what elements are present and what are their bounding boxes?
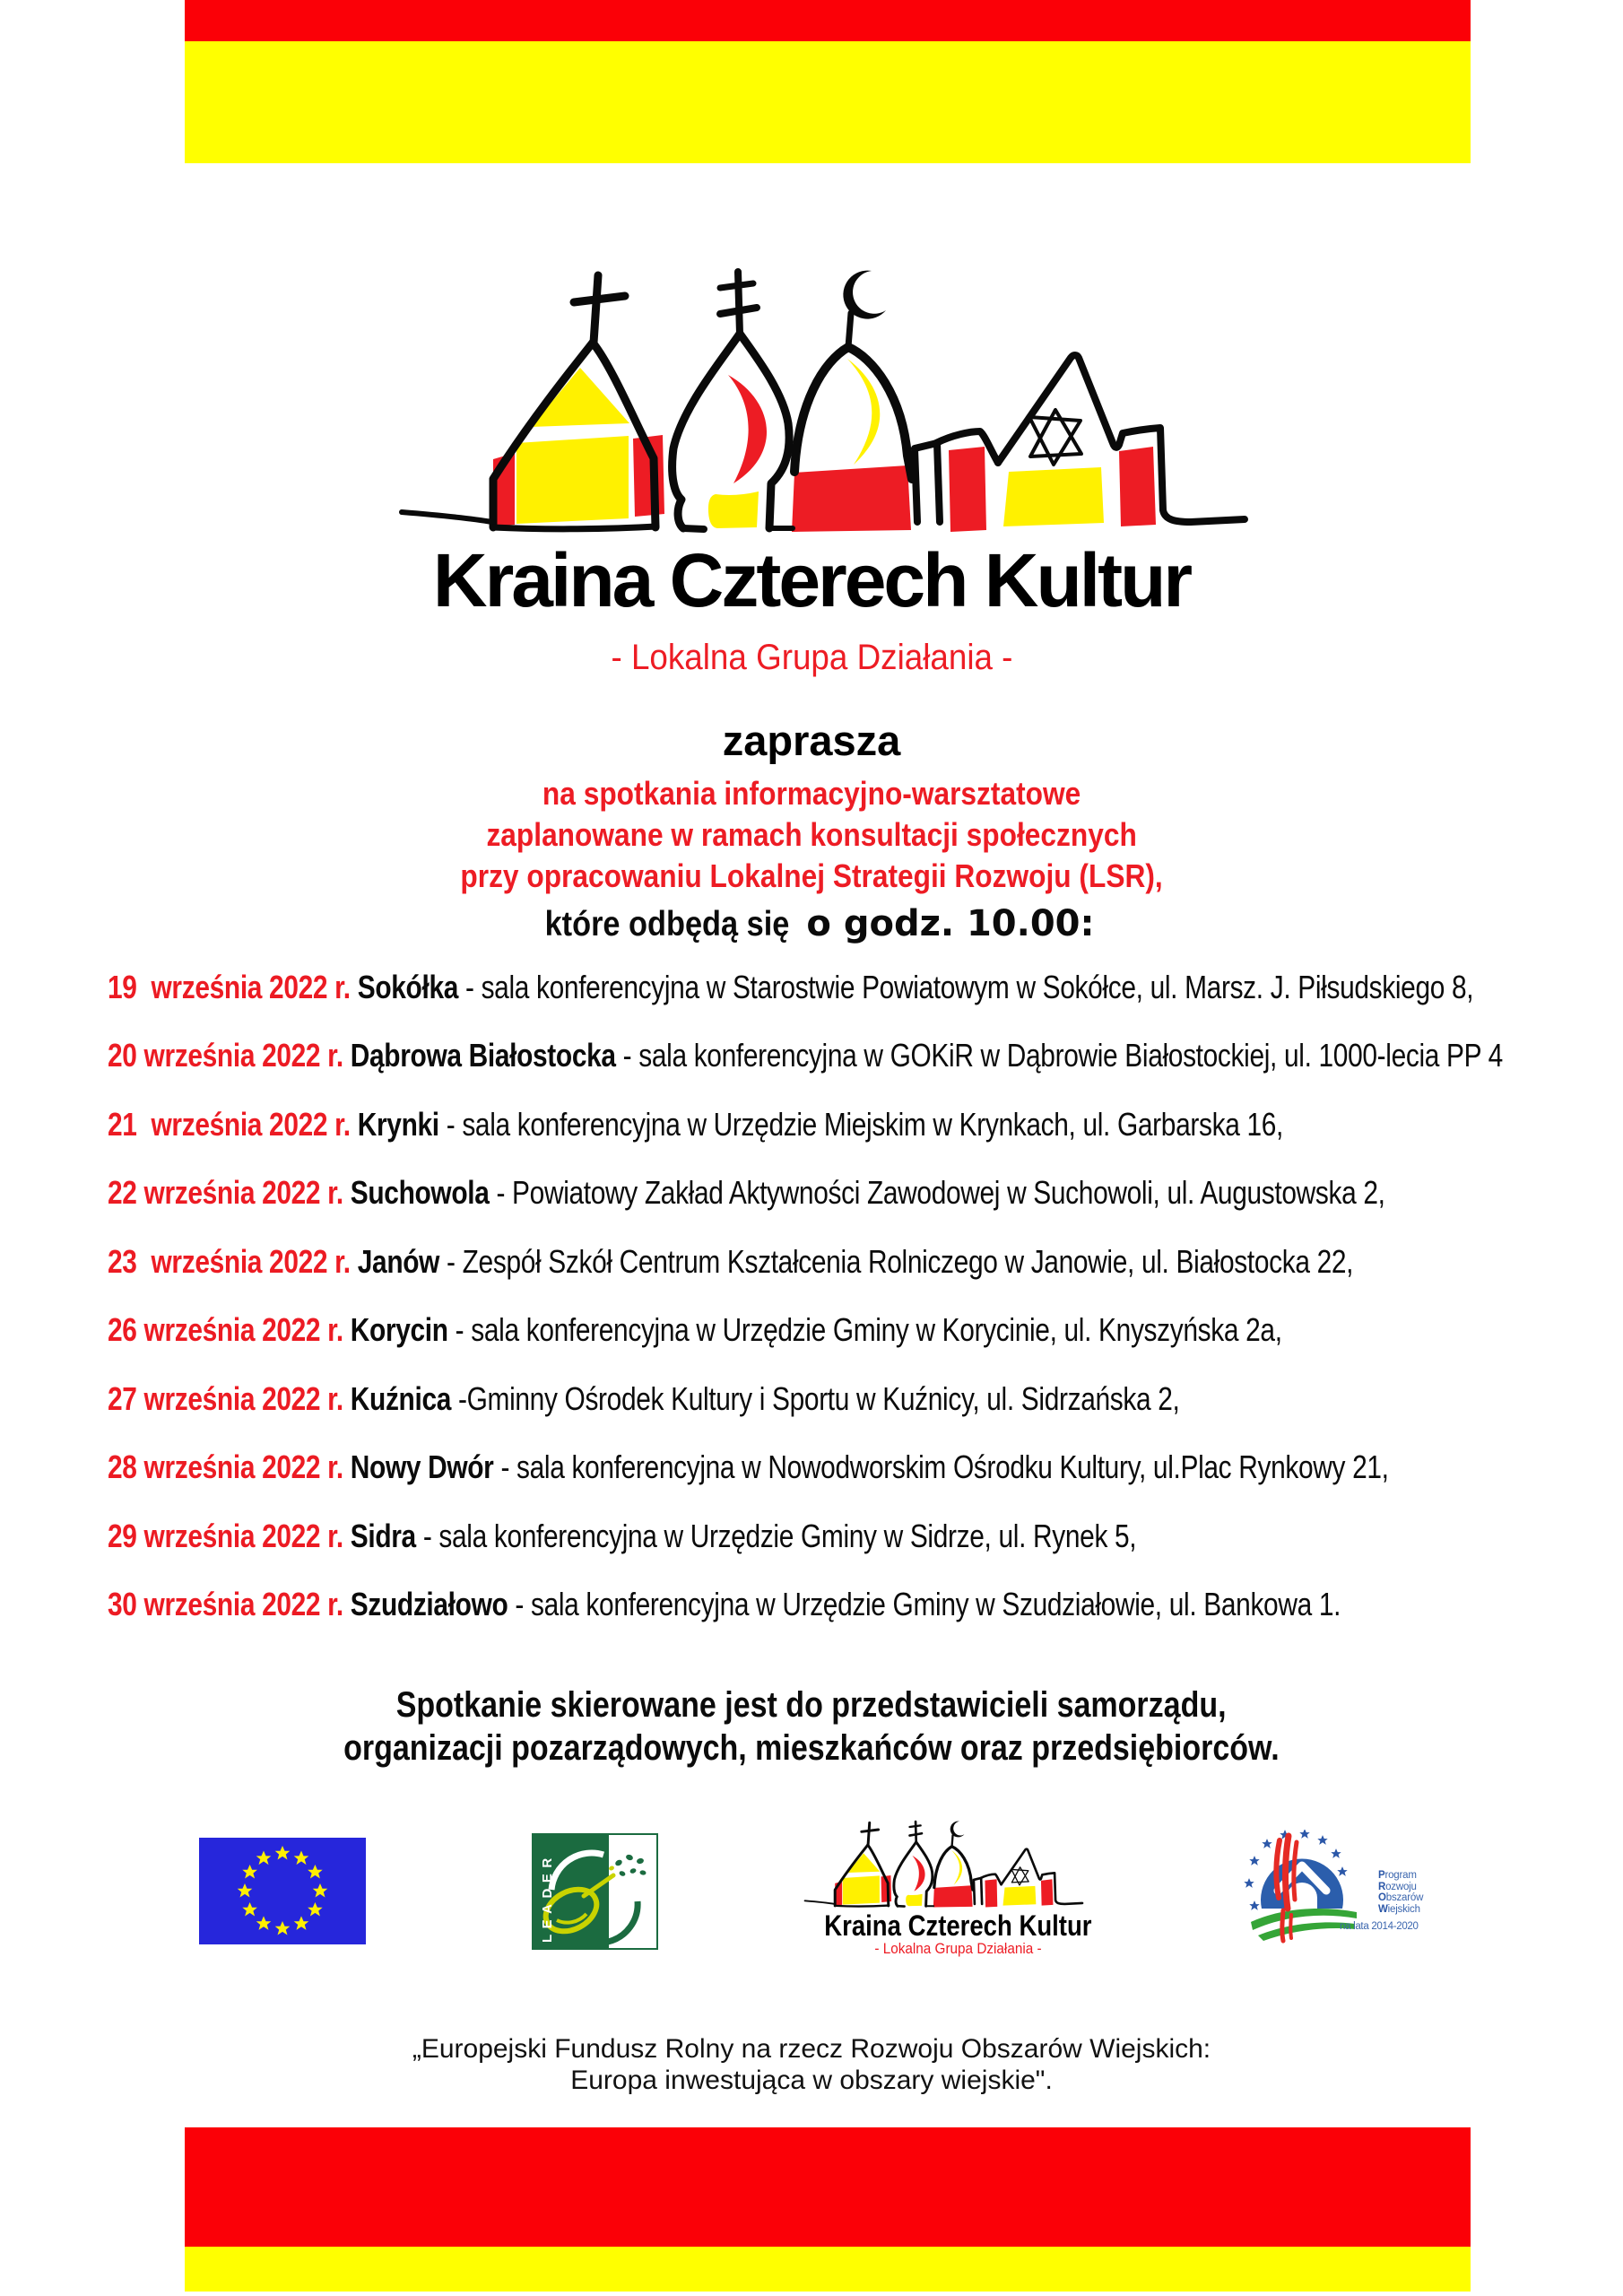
page-title: Kraina Czterech Kultur [432, 538, 1191, 622]
schedule-town: Szudziałowo [350, 1585, 508, 1622]
schedule-row [108, 1296, 1623, 1364]
schedule-row [108, 1365, 1623, 1433]
schedule-date: 27 września 2022 r. [108, 1379, 351, 1417]
invitation-line: przy opracowaniu Lokalnej Strategii Rozwoju (LSR), [460, 857, 1163, 894]
prow-logo-text: Program Rozwoju Obszarów Wiejskich [1378, 1870, 1424, 1916]
schedule-row [108, 1022, 1623, 1090]
top-stripe-red [185, 0, 1471, 41]
schedule-date: 28 września 2022 r. [108, 1448, 351, 1486]
schedule-town: Suchowola [350, 1174, 490, 1212]
invitation-lines [0, 773, 1623, 897]
schedule-details: - Powiatowy Zakład Aktywności Zawodowej w Suchowoli, ul. Augustowska 2, [489, 1174, 1385, 1212]
schedule-town: Nowy Dwór [350, 1448, 494, 1486]
schedule-date: 30 września 2022 r. [108, 1585, 351, 1622]
meeting-time: o godz. 10.00: [806, 903, 1095, 944]
schedule-date: 23 września 2022 r. [108, 1242, 358, 1280]
schedule-details: - sala konferencyjna w Starostwie Powiatowym w Sokółce, ul. Marsz. J. Piłsudskiego 8, [458, 969, 1474, 1005]
schedule-details: - sala konferencyjna w Urzędzie Gminy w Sidrze, ul. Rynek 5, [415, 1517, 1137, 1554]
bottom-stripe-yellow [185, 2247, 1471, 2292]
schedule-town: Janów [357, 1242, 440, 1280]
schedule-row [108, 1570, 1623, 1639]
eu-flag-icon [199, 1838, 366, 1944]
bottom-stripe-red [185, 2127, 1471, 2247]
invitation-closing: które odbędą sięo godz. 10.00: [545, 903, 1095, 944]
schedule-date: 22 września 2022 r. [108, 1174, 351, 1212]
four-cultures-skyline-small-icon [803, 1817, 1086, 1910]
schedule-town: Kuźnica [350, 1379, 452, 1417]
schedule-details: -Gminny Ośrodek Kultury i Sportu w Kuźnicy, ul. Sidrzańska 2, [451, 1379, 1180, 1417]
schedule-row [108, 1228, 1623, 1296]
schedule-town: Dąbrowa Białostocka [350, 1037, 616, 1074]
schedule-town: Krynki [357, 1105, 439, 1143]
schedule-town: Korycin [350, 1311, 448, 1349]
small-logo-title: Kraina Czterech Kultur [823, 1909, 1092, 1942]
schedule-date: 26 września 2022 r. [108, 1311, 351, 1349]
schedule-row [108, 1159, 1623, 1227]
schedule-town: Sokółka [357, 969, 459, 1005]
schedule-row [108, 1502, 1623, 1570]
meeting-schedule [108, 953, 1623, 1639]
top-stripe-yellow [185, 41, 1471, 163]
four-cultures-skyline-icon [395, 258, 1255, 541]
schedule-town: Sidra [350, 1517, 416, 1554]
schedule-row [108, 1091, 1623, 1159]
schedule-details: - Zespół Szkół Centrum Kształcenia Rolniczego w Janowie, ul. Białostocka 22, [439, 1242, 1354, 1280]
leader-logo-label: LEADER [540, 1852, 555, 1943]
prow-logo-years: na lata 2014-2020 [1340, 1921, 1419, 1932]
schedule-date: 29 września 2022 r. [108, 1517, 351, 1554]
schedule-details: - sala konferencyjna w Nowodworskim Ośrodku Kultury, ul.Plac Rynkowy 21, [493, 1448, 1389, 1486]
schedule-details: - sala konferencyjna w Urzędzie Gminy w Szudziałowie, ul. Bankowa 1. [508, 1585, 1341, 1622]
funding-note: „Europejski Fundusz Rolny na rzecz Rozwoju Obszarów Wiejskich: Europa inwestująca w obszary wiejskie". [412, 2034, 1211, 2095]
schedule-details: - sala konferencyjna w GOKiR w Dąbrowie Białostockiej, ul. 1000-lecia PP 4 [615, 1037, 1503, 1074]
schedule-details: - sala konferencyjna w Urzędzie Gminy w Korycinie, ul. Knyszyńska 2a, [447, 1311, 1282, 1349]
schedule-date: 21 września 2022 r. [108, 1105, 358, 1143]
small-logo-subtitle: - Lokalna Grupa Działania - [873, 1940, 1042, 1957]
schedule-date: 19 września 2022 r. [108, 969, 358, 1005]
schedule-row [108, 953, 1623, 1022]
schedule-date: 20 września 2022 r. [108, 1037, 351, 1074]
schedule-row [108, 1433, 1623, 1501]
invitation-verb: zaprasza [722, 717, 901, 764]
invitation-line: na spotkania informacyjno-warsztatowe [542, 775, 1081, 812]
page-subtitle: - Lokalna Grupa Działania - [611, 638, 1012, 677]
schedule-details: - sala konferencyjna w Urzędzie Miejskim w Krynkach, ul. Garbarska 16, [438, 1105, 1284, 1143]
invitation-line: zaplanowane w ramach konsultacji społecznych [486, 816, 1137, 853]
audience-note: Spotkanie skierowane jest do przedstawicieli samorządu, organizacji pozarządowych, mieszkańców oraz przedsiębiorców. [343, 1685, 1280, 1768]
